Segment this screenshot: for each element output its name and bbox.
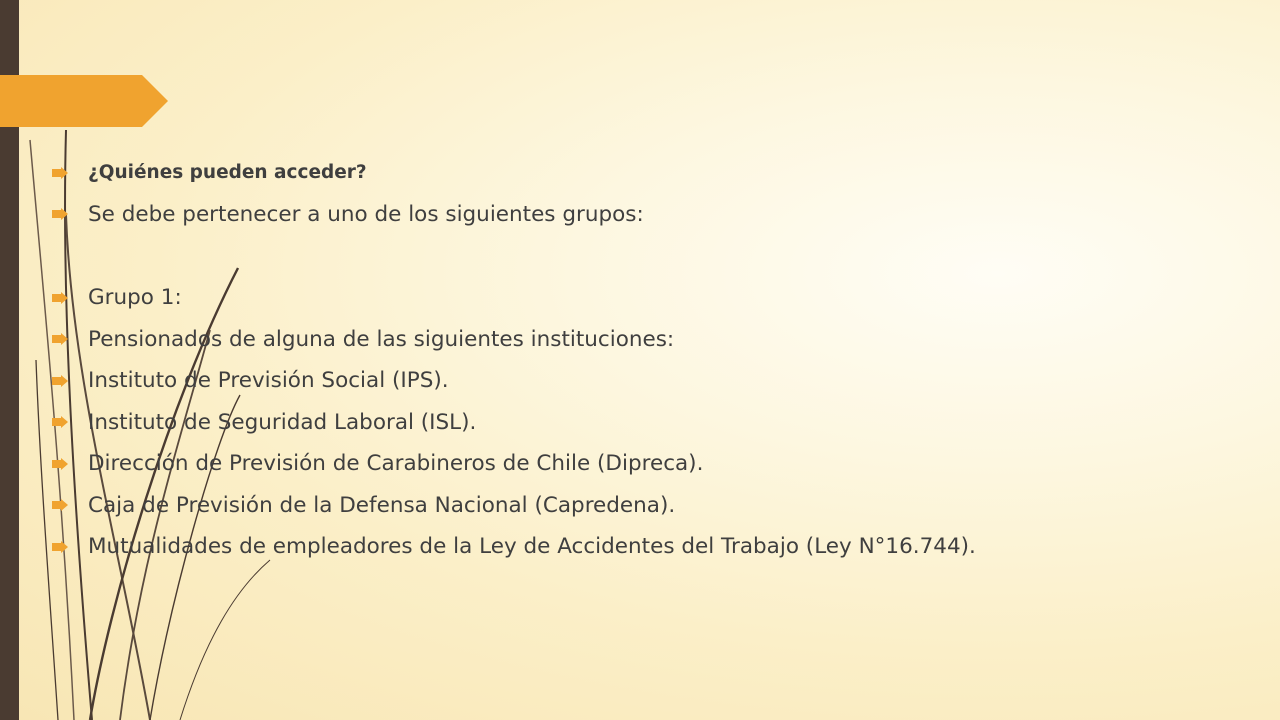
arrow-marker-icon xyxy=(52,167,68,179)
list-item xyxy=(52,360,1232,402)
list-item xyxy=(52,443,1232,485)
list-item xyxy=(52,485,1232,527)
arrow-marker-icon xyxy=(52,292,68,304)
list-item xyxy=(52,152,1232,194)
arrow-marker-icon xyxy=(52,541,68,553)
list-item xyxy=(52,526,1232,568)
arrow-marker-icon xyxy=(52,375,68,387)
list-item-text: Dirección de Previsión de Carabineros de Chile (Dipreca). xyxy=(88,451,704,477)
bullet-list xyxy=(52,152,1232,568)
arrow-marker-icon xyxy=(52,458,68,470)
list-item xyxy=(52,277,1232,319)
list-item-text: Pensionados de alguna de las siguientes instituciones: xyxy=(88,326,675,352)
arrow-marker-icon xyxy=(52,333,68,345)
arrow-marker-icon xyxy=(52,499,68,511)
list-item-text: Grupo 1: xyxy=(88,285,182,311)
list-item-text: Caja de Previsión de la Defensa Nacional (Capredena). xyxy=(88,492,676,518)
arrow-marker-icon xyxy=(52,416,68,428)
list-item-text: Instituto de Previsión Social (IPS). xyxy=(88,368,449,394)
list-item-text: Mutualidades de empleadores de la Ley de Accidentes del Trabajo (Ley N°16.744). xyxy=(88,534,976,560)
list-item xyxy=(52,194,1232,236)
list-item-text: ¿Quiénes pueden acceder? xyxy=(88,162,367,184)
list-item xyxy=(52,319,1232,361)
list-item-text: Se debe pertenecer a uno de los siguientes grupos: xyxy=(88,201,644,227)
orange-arrow-tab xyxy=(0,75,168,127)
arrow-marker-icon xyxy=(52,208,68,220)
list-item-text: Instituto de Seguridad Laboral (ISL). xyxy=(88,409,477,435)
list-item xyxy=(52,402,1232,444)
